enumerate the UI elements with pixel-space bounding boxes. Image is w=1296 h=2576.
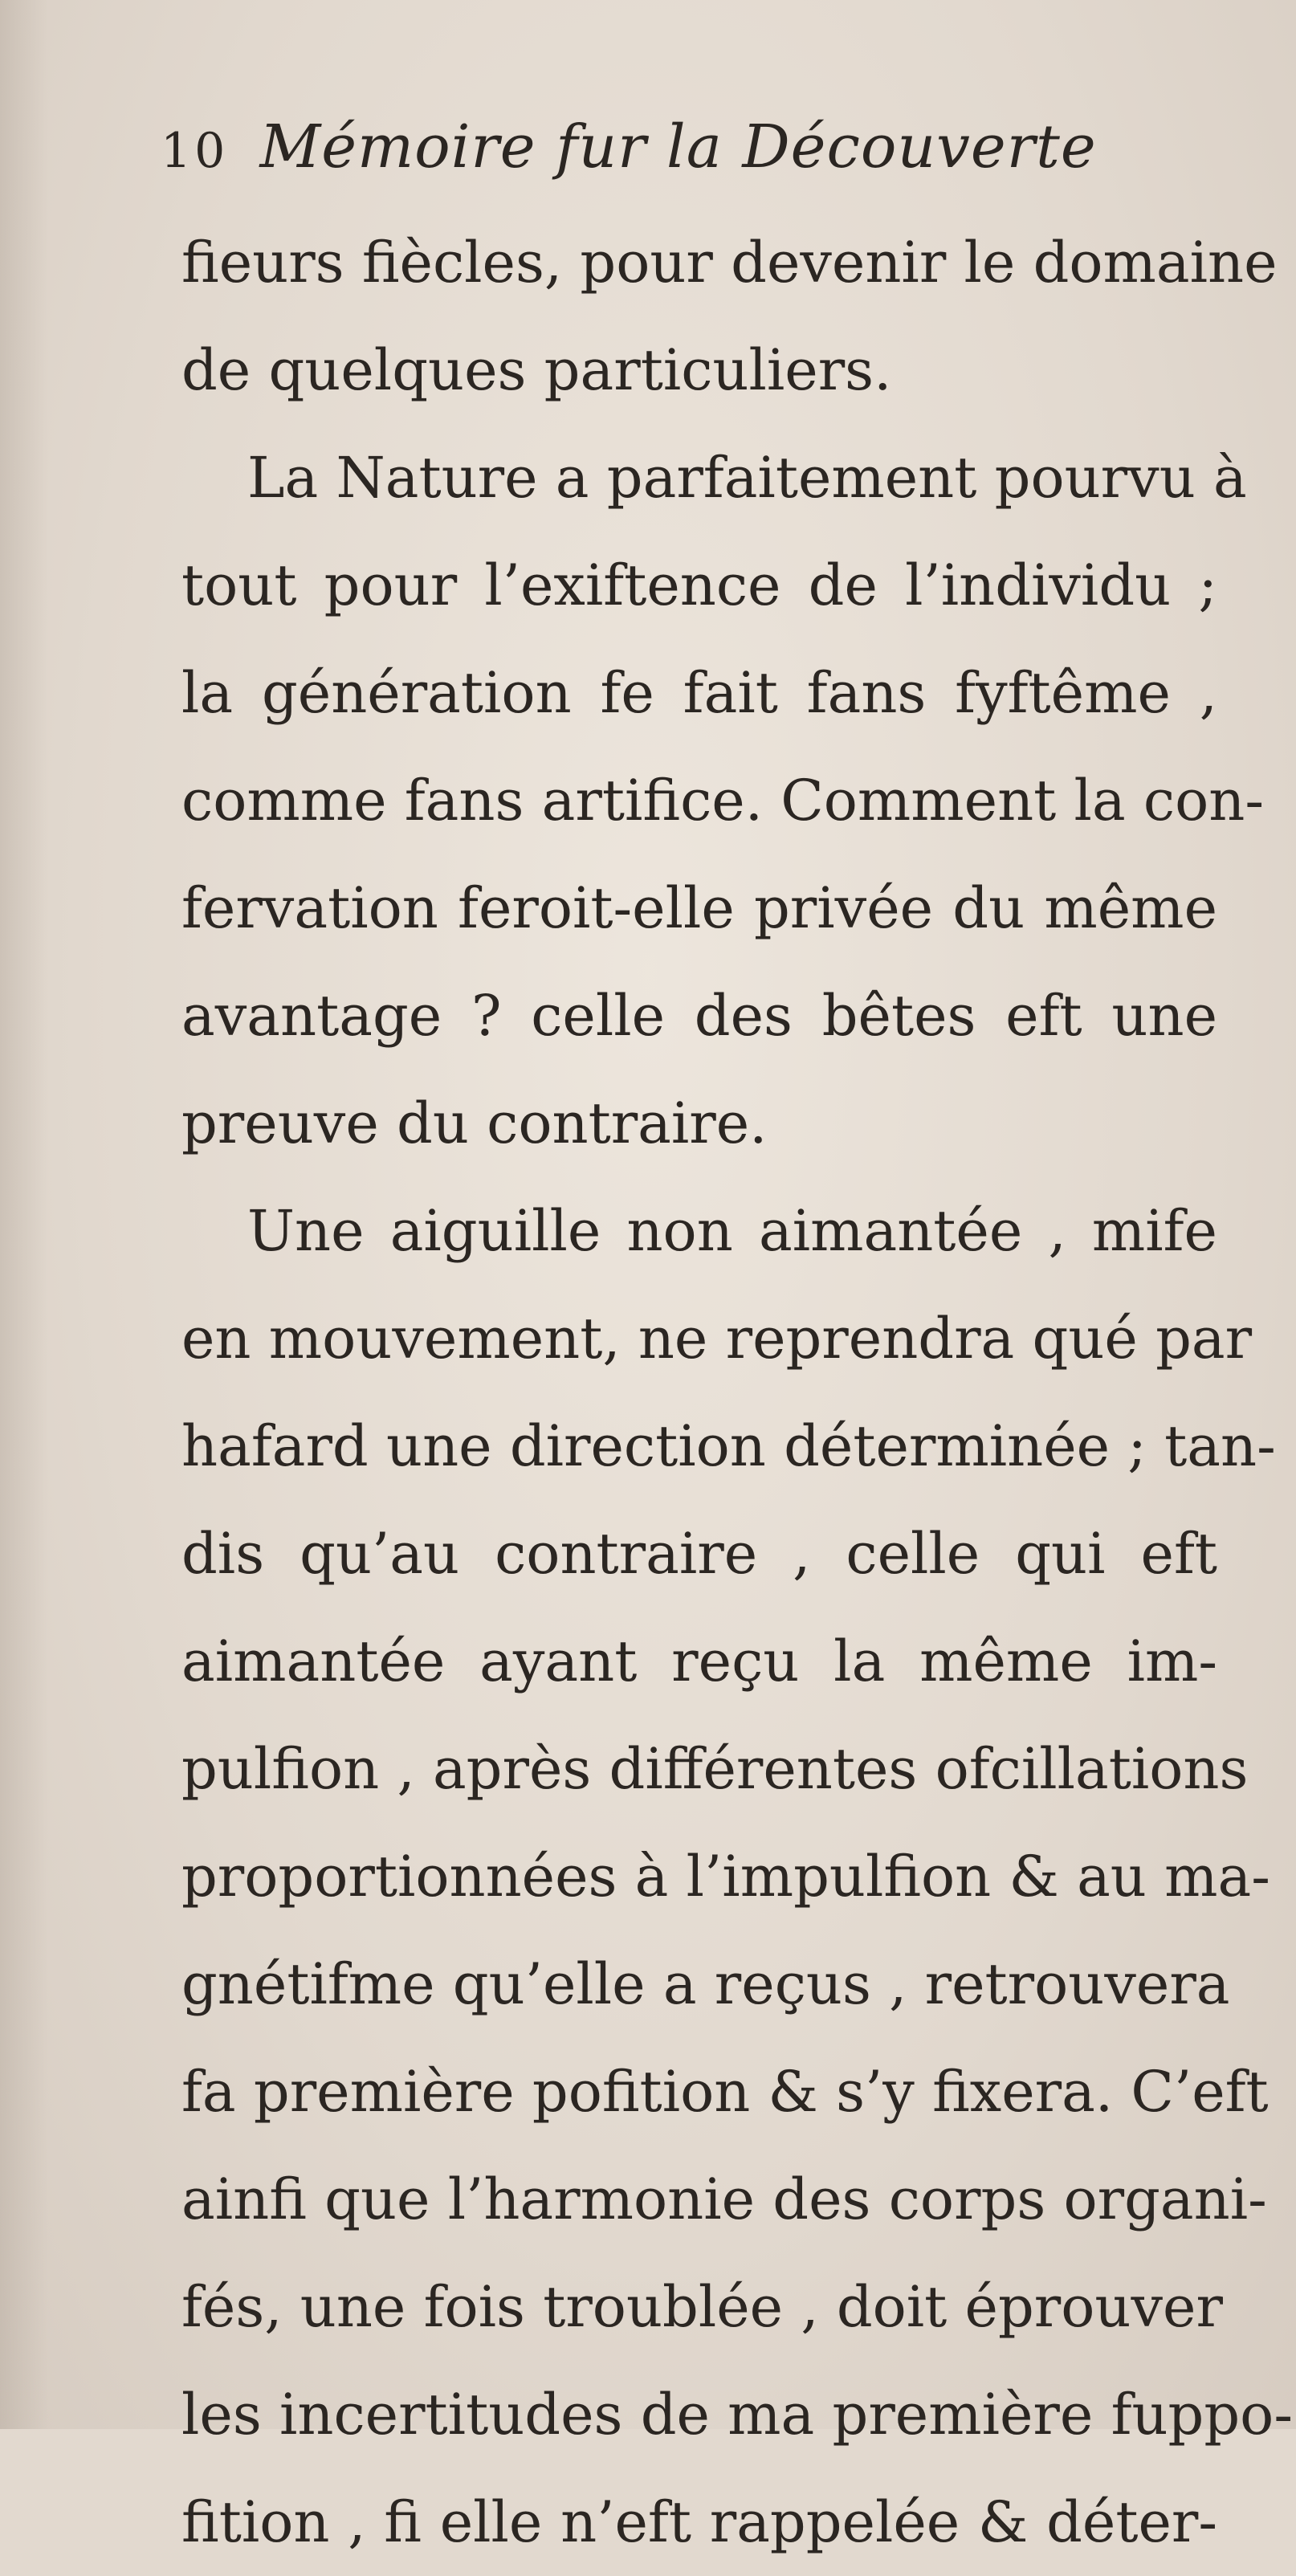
text-line: comme fans artifice. Comment la con- [181,768,1265,834]
text-line: avantage ? celle des bêtes eft une [181,983,1217,1049]
text-line: fervation feroit-elle privée du même [181,875,1217,941]
body-text [181,209,1293,2576]
page-number: 10 [161,123,229,179]
text-line: en mouvement, ne reprendra qué par [181,1306,1253,1372]
text-line: fition , fi elle n’eft rappelée & déter- [181,2489,1217,2555]
text-line: hafard une direction déterminée ; tan- [181,1413,1276,1479]
text-line: dis qu’au contraire , celle qui eft [181,1521,1217,1587]
text-line: la génération fe fait fans fyftême , [181,660,1217,726]
text-line: tout pour l’exiftence de l’individu ; [181,552,1217,618]
text-line: preuve du contraire. [181,1090,768,1156]
page-fold-shadow [0,0,48,2429]
text-line: ainfi que l’harmonie des corps organi- [181,2166,1267,2232]
text-line: aimantée ayant reçu la même im- [181,1628,1217,1694]
text-line: proportionnées à l’impulfion & au ma- [181,1844,1270,1910]
text-line: de quelques particuliers. [181,337,892,403]
text-line: gnétifme qu’elle a reçus , retrouvera [181,1951,1230,2017]
text-line: fa première pofition & s’y fixera. C’eft [181,2059,1269,2125]
running-head [161,112,1204,193]
text-line: les incertitudes de ma première fuppo- [181,2382,1293,2448]
paragraph-start-line: La Nature a parfaitement pourvu à [247,445,1247,511]
text-line: fieurs fiècles, pour devenir le domaine [181,230,1278,296]
text-line: fés, une fois troublée , doit éprouver [181,2274,1223,2340]
paragraph-start-line: Une aiguille non aimantée , mife [247,1198,1217,1264]
text-line: pulfion , après différentes ofcillations [181,1736,1249,1802]
running-head-title: Mémoire fur la Découverte [259,112,1097,181]
